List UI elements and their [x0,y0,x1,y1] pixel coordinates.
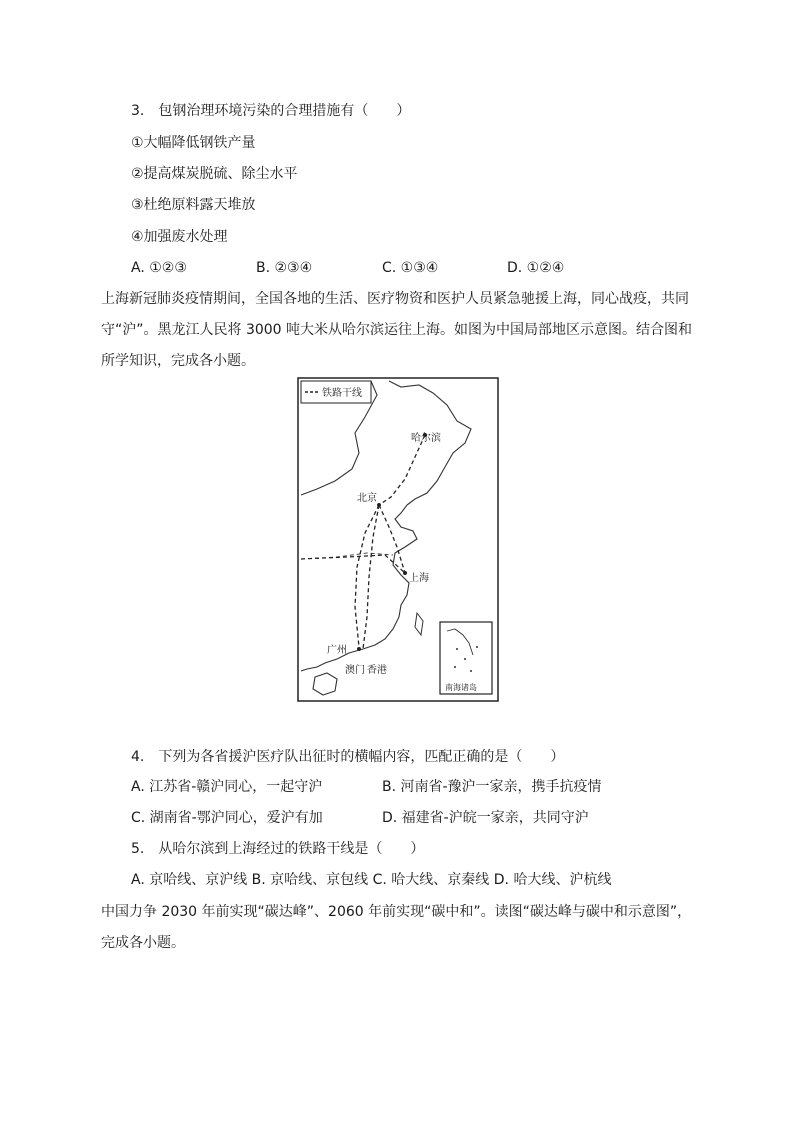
q4-option-a: A. 江苏省-赣沪同心，一起守沪 [131,779,323,795]
q5-stem: 5. 从哈尔滨到上海经过的铁路干线是（ ） [131,841,425,857]
q3-option-a: A. ①②③ [131,260,187,276]
china-railway-map [297,377,499,702]
shanghai-dot [403,571,407,575]
guangzhou-dot [357,647,361,651]
label-guangzhou: 广州 [327,645,347,656]
intro1-line-1: 上海新冠肺炎疫情期间，全国各地的生活、医疗物资和医护人员紧急驰援上海，同心战疫，共同 [101,291,689,307]
label-harbin: 哈尔滨 [411,433,441,444]
q4-option-c: C. 湖南省-鄂沪同心，爱沪有加 [131,810,323,826]
label-macao: 澳门 [345,665,365,676]
q3-item-3: ③杜绝原料露天堆放 [131,197,256,213]
q4-option-b: B. 河南省-豫沪一家亲，携手抗疫情 [382,779,602,795]
label-shanghai: 上海 [409,573,429,584]
q3-option-d: D. ①②④ [507,260,565,276]
q3-item-2: ②提高煤炭脱硫、除尘水平 [131,166,298,182]
beijing-dot [377,503,381,507]
intro2-line-2: 完成各小题。 [101,935,185,951]
legend-label: 铁路干线 [322,388,362,399]
q3-item-1: ①大幅降低钢铁产量 [131,135,256,151]
intro1-line-2: 守“沪”。黑龙江人民将 3000 吨大米从哈尔滨运往上海。如图为中国局部地区示意图。结合图和 [101,322,693,338]
label-hongkong: 香港 [367,665,387,676]
q3-item-4: ④加强废水处理 [131,229,228,245]
q4-option-d: D. 福建省-沪皖一家亲，共同守沪 [382,810,589,826]
intro1-line-3: 所学知识，完成各小题。 [101,353,255,369]
label-beijing: 北京 [357,493,377,504]
q3-option-c: C. ①③④ [382,260,439,276]
q3-stem: 3. 包钢治理环境污染的合理措施有（ ） [131,103,411,119]
inset-label: 南海诸岛 [445,683,477,692]
q4-stem: 4. 下列为各省援沪医疗队出征时的横幅内容，匹配正确的是（ ） [131,749,565,765]
intro2-line-1: 中国力争 2030 年前实现“碳达峰”、2060 年前实现“碳中和”。读图“碳达峰与碳中和示意图”， [101,904,692,920]
q3-option-b: B. ②③④ [256,260,313,276]
q5-options: A. 京哈线、京沪线 B. 京哈线、京包线 C. 哈大线、京秦线 D. 哈大线、沪杭线 [131,872,612,888]
